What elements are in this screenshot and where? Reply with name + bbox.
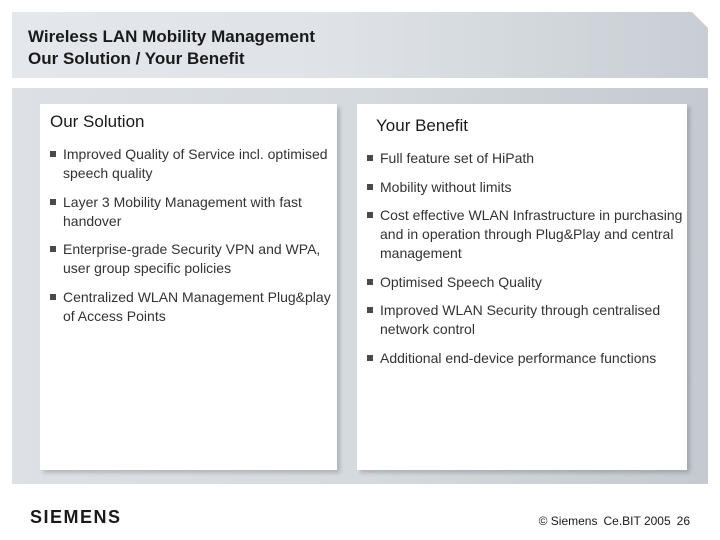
solution-item — [50, 288, 333, 326]
benefit-heading: Your Benefit — [376, 116, 468, 135]
footer-event: Ce.BIT 2005 — [603, 514, 671, 528]
benefit-item — [367, 178, 683, 197]
benefit-item — [367, 301, 683, 339]
solution-list — [50, 145, 333, 335]
bullet-square-icon — [367, 279, 373, 285]
footer-page-number: 26 — [676, 514, 690, 528]
solution-panel — [40, 104, 337, 470]
benefit-item-text: Additional end-device performance functions — [380, 349, 657, 366]
benefit-list — [367, 149, 683, 377]
benefit-item — [367, 206, 683, 263]
solution-item-text: Enterprise-grade Security VPN and WPA, user group specific policies — [63, 241, 321, 276]
slide-title-line-1: Wireless LAN Mobility Management — [28, 27, 316, 46]
footer-copyright: © Siemens — [538, 514, 598, 528]
bullet-square-icon — [367, 355, 373, 361]
bullet-square-icon — [367, 155, 373, 161]
benefit-item-text: Improved WLAN Security through centralised network control — [380, 302, 661, 337]
benefit-item — [367, 349, 683, 368]
title-band-corner — [692, 12, 708, 28]
solution-item — [50, 145, 333, 183]
benefit-item-text: Cost effective WLAN Infrastructure in purchasing and in operation through Plug&Play and central management — [380, 207, 683, 261]
bullet-square-icon — [50, 294, 56, 300]
footer-info — [533, 514, 690, 528]
bullet-square-icon — [50, 246, 56, 252]
solution-item-text: Centralized WLAN Management Plug&play of Access Points — [63, 288, 331, 324]
benefit-panel — [357, 104, 687, 470]
solution-item — [50, 193, 333, 231]
benefit-item — [367, 149, 683, 168]
bullet-square-icon — [50, 151, 56, 157]
slide-title — [28, 26, 315, 70]
solution-item-text: Improved Quality of Service incl. optimised speech quality — [63, 146, 328, 181]
solution-heading: Our Solution — [50, 112, 145, 131]
benefit-item-text: Full feature set of HiPath — [380, 150, 535, 166]
benefit-item-text: Optimised Speech Quality — [380, 273, 542, 290]
solution-item-text: Layer 3 Mobility Management with fast handover — [63, 193, 302, 229]
benefit-item — [367, 273, 683, 292]
siemens-logo: SIEMENS — [30, 507, 122, 527]
bullet-square-icon — [367, 307, 373, 313]
bullet-square-icon — [367, 212, 373, 218]
benefit-item-text: Mobility without limits — [380, 178, 512, 195]
slide-title-line-2: Our Solution / Your Benefit — [28, 49, 245, 68]
solution-item — [50, 240, 333, 278]
bullet-square-icon — [50, 199, 56, 205]
bullet-square-icon — [367, 184, 373, 190]
